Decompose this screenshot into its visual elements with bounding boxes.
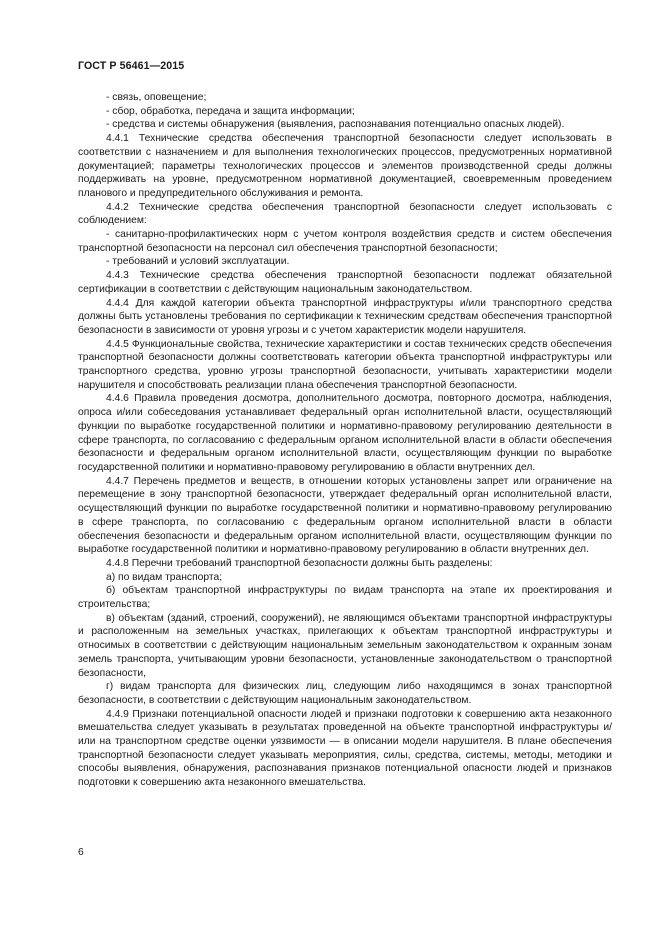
list-item: а) по видам транспорта; <box>106 571 223 583</box>
list-item: - средства и системы обнаружения (выявления, распознавания потенциально опасных людей). <box>106 119 565 131</box>
list-item: - сбор, обработка, передача и защита информации; <box>106 105 355 117</box>
list-item: в) объектам (зданий, строений, сооружений), не являющимся объектами транспортной инфраструктуры и расположенным на земельных участках, прилегающих к объектам транспортной инфраструктуры и относимых в соответствии с действующим национальным земельным законодательством к охранным зонам земель транспорта, учитывающим уровни безопасности, установленные законодательством о транспортной безопасности, <box>78 612 612 679</box>
paragraph-4-4-5: 4.4.5 Функциональные свойства, технические характеристики и состав технических средств обеспечения транспортной безопасности должны соответствовать категории объекта транспортной инфраструктуры или транспортного средства, уровню угрозы транспортной безопасности, учитывать характеристики модели нарушителя и способствовать реализации плана обеспечения транспортной безопасности. <box>78 338 612 391</box>
list-item: - санитарно-профилактических норм с учетом контроля воздействия средств и систем обеспечения транспортной безопасности на персонал сил обеспечения транспортной безопасности; <box>78 229 612 254</box>
list-item: б) объектам транспортной инфраструктуры по видам транспорта на этапе их проектирования и строительства; <box>78 585 612 611</box>
paragraph-4-4-7: 4.4.7 Перечень предметов и веществ, в отношении которых установлены запрет или ограничение на перемещение в зону транспортной безопасности, утверждает федеральный орган исполнительной власти, осуществляющий функции по выработке государственной политики и нормативно-правовому регулированию в сфере транспорта, по согласованию с федеральным органом исполнительной власти в области обеспечения безопасности и федеральным органом исполнительной власти, осуществляющим функции по выработке государственной политики и нормативно-правовому регулированию в области внутренних дел. <box>78 475 612 556</box>
paragraph-4-4-4: 4.4.4 Для каждой категории объекта транспортной инфраструктуры и/или транспортного средства должны быть установлены требования по сертификации к техническим средствам обеспечения транспортной безопасности в зависимости от уровня угрозы и с учетом характеристик модели нарушителя. <box>78 297 612 336</box>
paragraph-4-4-6: 4.4.6 Правила проведения досмотра, дополнительного досмотра, повторного досмотра, наблюдения, опроса и/или собеседования устанавливает федеральный орган исполнительной власти, осуществляющий функции по выработке государственной политики и нормативно-правовому регулированию деятельности в сфере транспорта, по согласованию с федеральным органом исполнительной власти в области обеспечения безопасности и федеральным органом исполнительной власти, осуществляющим функции по выработке государственной политики и нормативно-правовому регулированию в области внутренних дел. <box>78 393 612 473</box>
document-body <box>78 91 612 790</box>
paragraph-4-4-2: 4.4.2 Технические средства обеспечения транспортной безопасности следует использовать с соблюдением: <box>78 201 612 227</box>
list-item: - связь, оповещение; <box>106 92 207 103</box>
list-item: г) видам транспорта для физических лиц, следующим либо находящимся в зонах транспортной безопасности, в соответствии с действующим национальным законодательством. <box>78 681 612 706</box>
paragraph-4-4-9: 4.4.9 Признаки потенциальной опасности людей и признаки подготовки к совершению акта незаконного вмешательства следует указывать в результатах проведенной на объекте транспортной инфраструктуры и/или на транспортном средстве оценки уязвимости — в описании модели нарушителя. В плане обеспечения транспортной безопасности следует указывать мероприятия, силы, средства, системы, методы, методики и способы выявления, обнаружения, распознавания признаков потенциальной опасности людей и признаков подготовки к совершению акта незаконного вмешательства. <box>78 708 612 789</box>
paragraph-4-4-8: 4.4.8 Перечни требований транспортной безопасности должны быть разделены: <box>106 557 493 569</box>
page-number: 6 <box>78 847 84 858</box>
paragraph-4-4-1: 4.4.1 Технические средства обеспечения транспортной безопасности следует использовать в соответствии с назначением и для выполнения технологических процессов, предусмотренных нормативной документацией; параметры технологических процессов и элементов производственной среды должны поддерживать на уровне, предусмотренном нормативной документацией, своевременным проведением планового и предупредительного обслуживания и ремонта. <box>78 133 612 199</box>
paragraph-4-4-3: 4.4.3 Технические средства обеспечения транспортной безопасности подлежат обязательной сертификации в соответствии с действующим национальным законодательством. <box>78 270 612 295</box>
list-item: - требований и условий эксплуатации. <box>106 256 290 268</box>
document-header: ГОСТ Р 56461—2015 <box>78 60 185 72</box>
